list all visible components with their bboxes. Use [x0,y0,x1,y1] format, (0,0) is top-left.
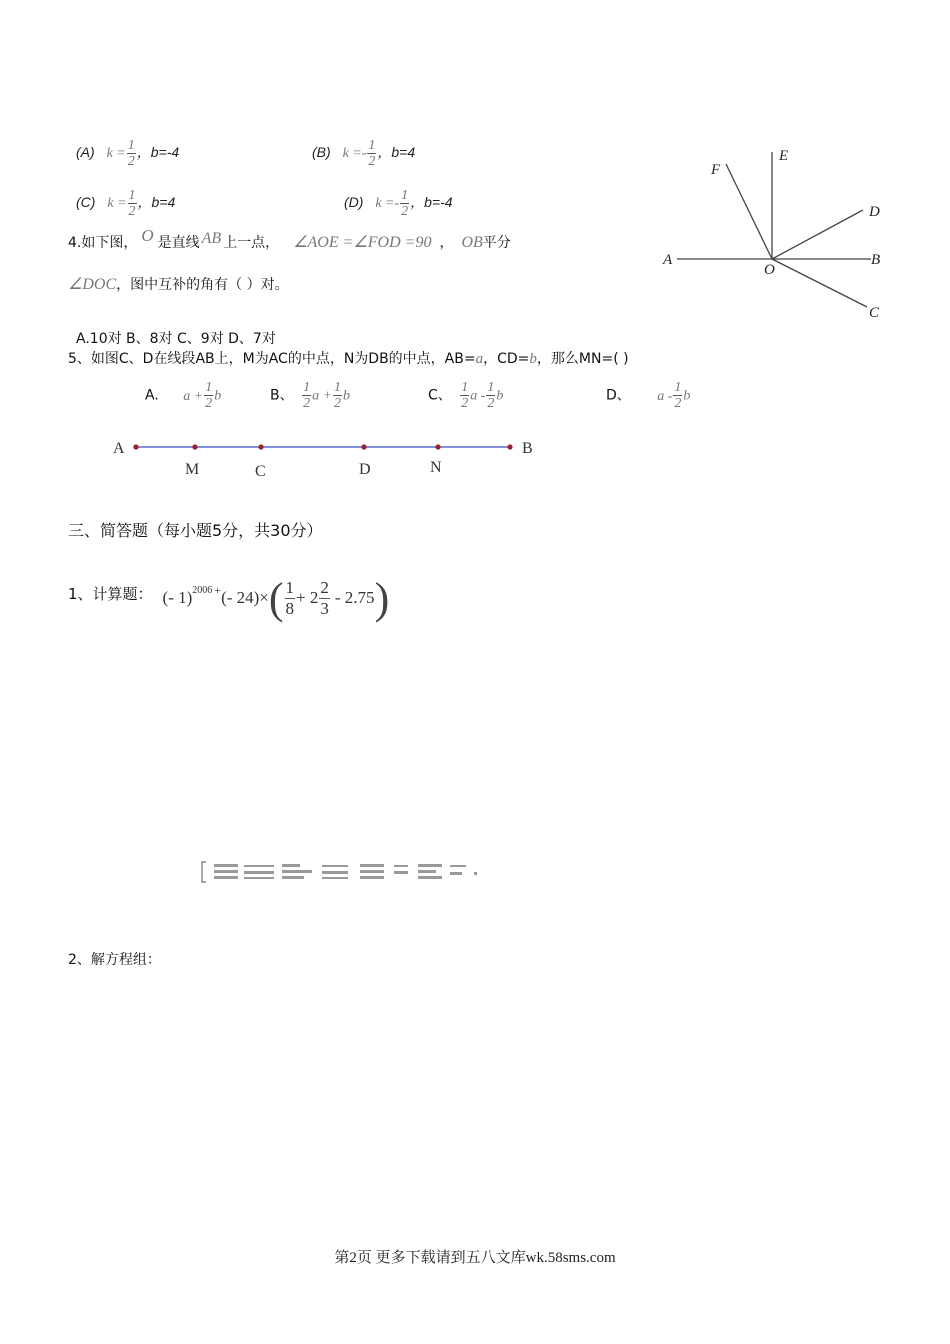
garble-mark [450,872,462,875]
point-n [435,444,440,449]
q3-option-b: (B) k =- $\frac{1}{2}$ ，b=4 [312,138,416,169]
fraction: $\frac{1}{2}$ [674,380,682,411]
q5-option-b: B、 $\frac{1}{2}$ a + $\frac{1}{2}$ b [270,380,351,411]
fraction: $\frac{1}{2}$ [487,380,495,411]
fraction: 2 3 [320,577,329,618]
garble-mark [282,876,304,879]
garble-mark [418,864,442,867]
calc-problem: 1、计算题： (- 1) $^{2006}$ + (- 24)× ( 1 8 + 2 2 3 - 2.75 ) [68,573,390,623]
label-seg-d: D [359,461,371,478]
point-c [258,444,263,449]
point-b [507,444,512,449]
label-b: B [871,252,881,268]
fraction: $\frac{1}{2}$ [205,380,213,411]
label-seg-b: B [522,440,533,457]
garble-mark [282,870,312,873]
garble-mark [474,872,477,875]
garble-mark [214,876,238,879]
label-d: D [869,204,880,220]
label-seg-c: C [255,463,266,480]
garble-mark [244,871,274,874]
garble-mark [394,871,408,874]
equation-system-image [198,858,488,886]
label-f: F [711,162,721,178]
fraction: $\frac{1}{2}$ [334,380,342,411]
point-d [361,444,366,449]
fraction: $\frac{1}{2}$ [461,380,469,411]
garble-mark [322,877,348,879]
garble-mark [282,864,300,867]
q3-option-d: (D) k =- $\frac{1}{2}$ ，b=-4 [344,188,453,219]
garble-mark [322,865,348,867]
label-o: O [764,262,775,278]
q5-option-c: C、 $\frac{1}{2}$ a - $\frac{1}{2}$ b [428,380,504,411]
label-seg-n: N [430,459,442,476]
label-e: E [779,148,789,164]
fraction: $\frac{1}{2}$ [368,138,376,169]
q4-line2: ∠DOC，图中互补的角有（ ）对。 [68,276,289,293]
q4-options: A.10对 B、8对 C、9对 D、7对 [76,331,276,347]
garble-mark [322,871,348,874]
fraction: $\frac{1}{2}$ [127,138,135,169]
label-a: A [663,252,673,268]
right-paren: ) [374,573,390,623]
q4-line1: 4.如下图， O 是直线 AB 上一点， ∠AOE =∠FOD =90 ， OB平分 [68,226,511,251]
fraction: $\frac{1}{2}$ [128,188,136,219]
garble-mark [360,864,384,867]
garble-mark [214,870,238,873]
garble-mark [244,865,274,867]
page-footer: 第2页 更多下载请到五八文库wk.58sms.com [334,1250,616,1266]
q3-option-a: (A) k = $\frac{1}{2}$ ，b=-4 [76,138,180,169]
q5-text: 5、如图C、D在线段AB上，M为AC的中点，N为DB的中点，AB=a，CD=b，那么MN=( ) [68,351,629,367]
equations-label: 2、解方程组： [68,952,161,968]
garble-mark [244,877,274,879]
garble-mark [418,876,442,879]
garble-mark [360,876,384,879]
label-seg-a: A [113,440,125,457]
section-title: 三、简答题（每小题5分，共30分） [68,521,323,540]
garble-mark [450,865,466,867]
q5-option-d: D、 a - $\frac{1}{2}$ b [606,380,691,411]
segment-figure [100,432,550,482]
garble-mark [214,864,238,867]
ray-od [772,210,863,259]
q5-option-a: A. a + $\frac{1}{2}$ b [145,380,222,411]
point-a [133,444,138,449]
garble-mark [418,870,436,873]
garble-mark [360,870,384,873]
label-c: C [869,305,880,321]
left-paren: ( [268,573,284,623]
fraction: 1 8 [285,577,295,618]
angle-figure [655,140,895,330]
ray-of [726,164,772,259]
point-m [192,444,197,449]
garble-mark [394,865,408,867]
fraction: $\frac{1}{2}$ [303,380,311,411]
q3-option-c: (C) k = $\frac{1}{2}$ ，b=4 [76,188,176,219]
fraction: $\frac{1}{2}$ [401,188,409,219]
label-seg-m: M [185,461,200,478]
brace-mark [202,862,206,882]
ray-oc [772,259,867,307]
